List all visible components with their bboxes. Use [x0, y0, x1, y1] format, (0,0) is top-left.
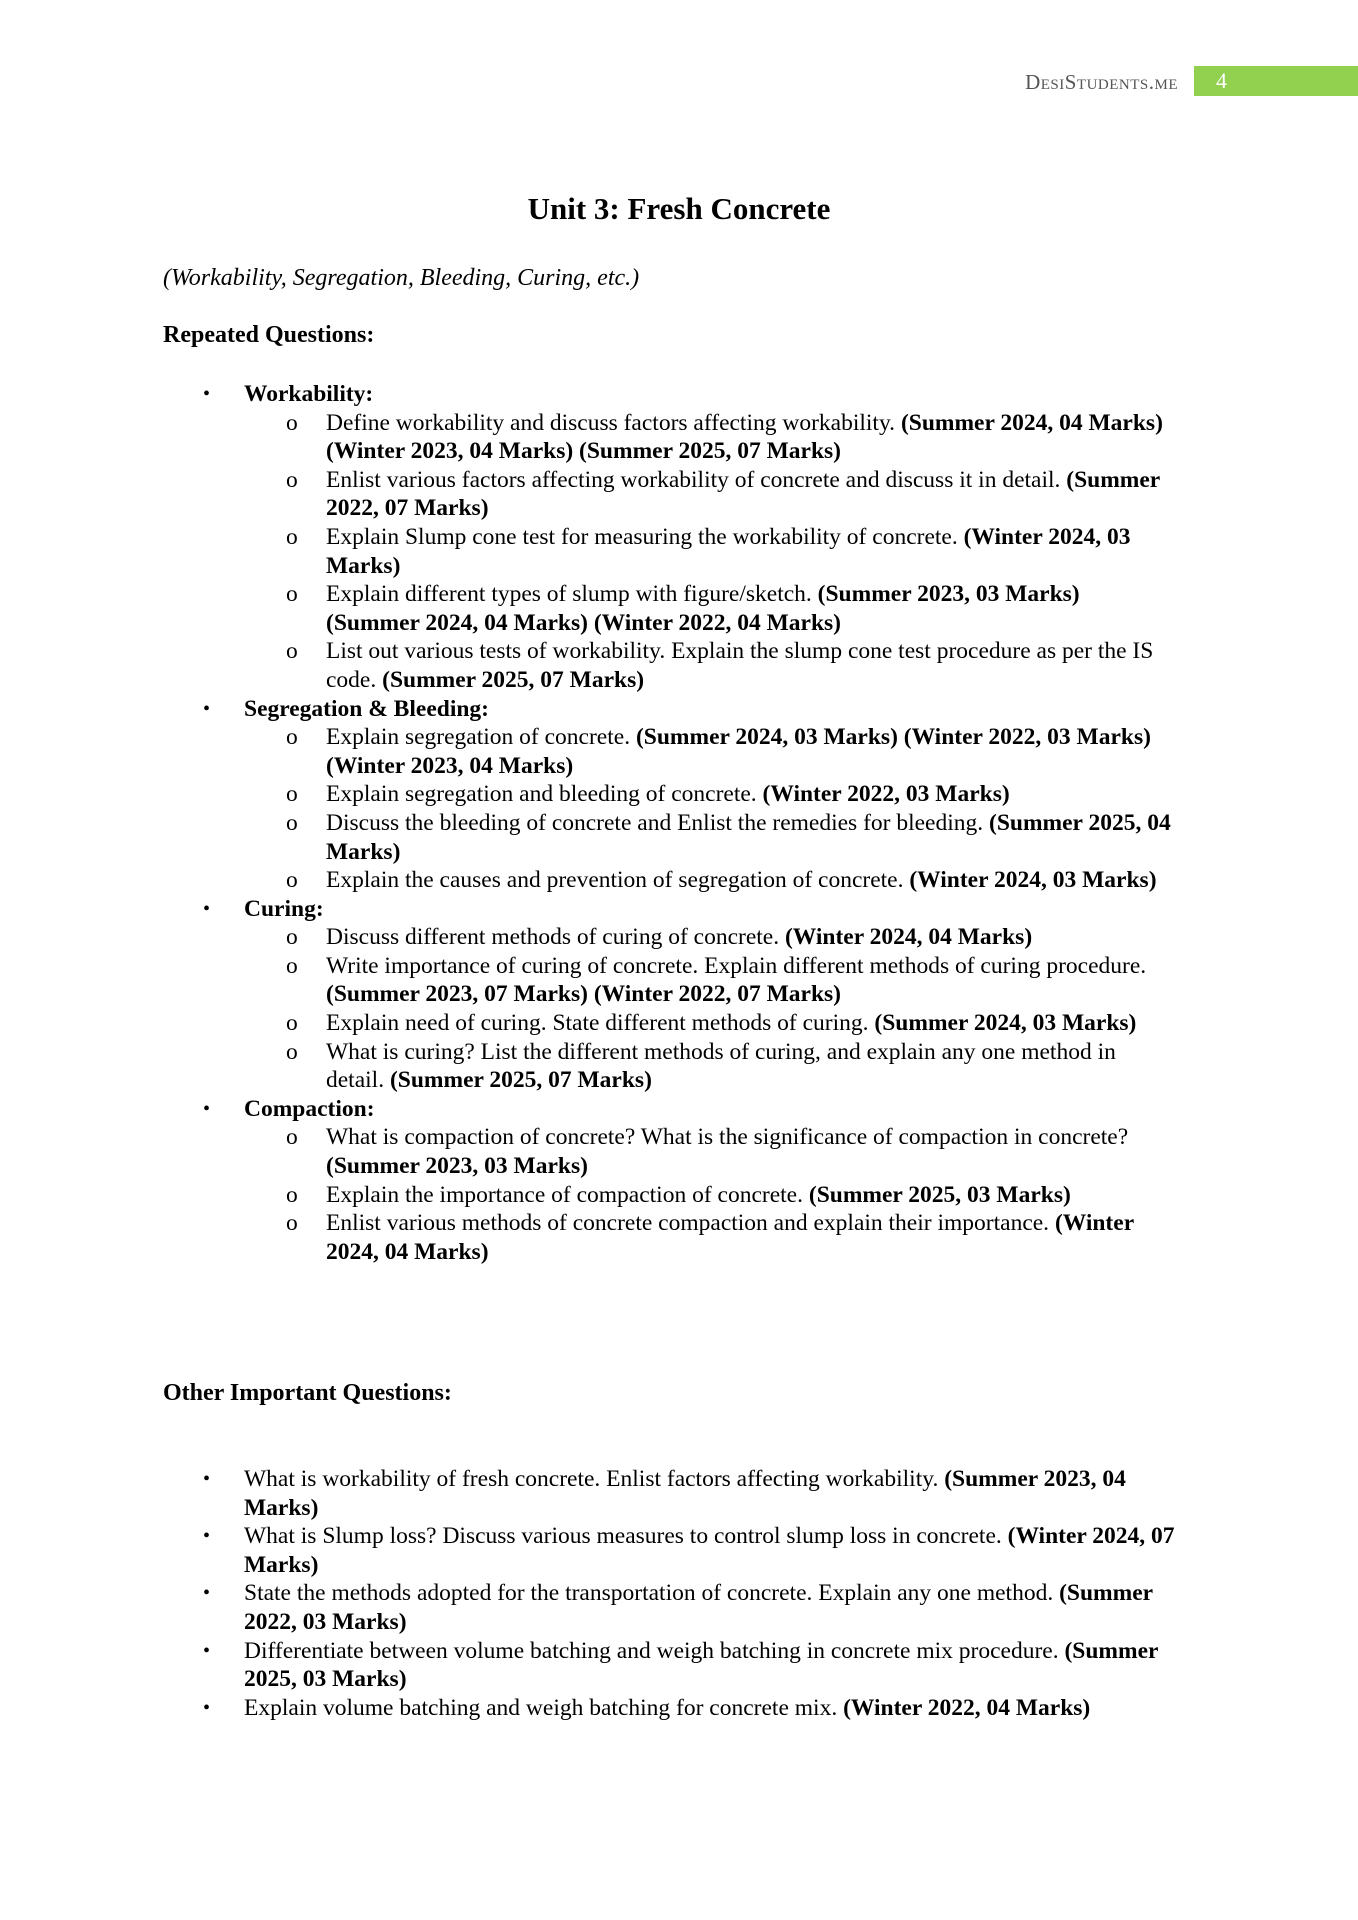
category-title: Segregation & Bleeding: [244, 695, 489, 722]
circle-bullet-icon: o [286, 781, 298, 808]
circle-bullet-icon: o [286, 724, 298, 751]
repeated-questions-list [163, 380, 1213, 1266]
question-text: What is curing? List the different methods of curing, and explain any one method in detail. [326, 1038, 1116, 1094]
circle-bullet-icon: o [286, 1038, 298, 1065]
question-text: What is workability of fresh concrete. Enlist factors affecting workability. [244, 1466, 945, 1492]
question-item [163, 1209, 1213, 1266]
question-text: Differentiate between volume batching and weigh batching in concrete mix procedure. [244, 1637, 1065, 1664]
question-item [163, 523, 1213, 580]
question-item [163, 923, 1213, 952]
circle-bullet-icon: o [286, 1010, 298, 1037]
question-item [163, 580, 1213, 637]
question-reference: (Summer 2022, 07 Marks) [326, 466, 1160, 522]
bullet-icon: • [203, 1097, 211, 1120]
bullet-icon: • [203, 1525, 211, 1548]
question-reference: (Summer 2025, 03 Marks) [808, 1181, 1071, 1208]
circle-bullet-icon: o [286, 867, 298, 894]
question-text: Write importance of curing of concrete. Explain different methods of curing procedure. [326, 952, 1147, 979]
question-item [163, 780, 1213, 809]
question-reference: (Winter 2024, 03 Marks) [909, 867, 1157, 894]
question-text: State the methods adopted for the transportation of concrete. Explain any one method. [244, 1580, 1060, 1607]
question-item [163, 637, 1213, 694]
question-reference: (Summer 2023, 03 Marks) (Summer 2024, 04 Marks) (Winter 2022, 04 Marks) [326, 581, 1080, 636]
question-reference: (Winter 2022, 04 Marks) [843, 1694, 1091, 1721]
circle-bullet-icon: o [286, 523, 298, 550]
other-questions-heading: Other Important Questions: [163, 1380, 452, 1406]
question-reference: (Winter 2024, 04 Marks) [326, 1210, 1134, 1265]
question-text: Explain segregation of concrete. [326, 724, 636, 751]
question-reference: (Summer 2023, 03 Marks) [326, 1153, 588, 1180]
question-item [163, 1123, 1213, 1180]
circle-bullet-icon: o [286, 1124, 298, 1151]
question-text: Discuss the bleeding of concrete and Enlist the remedies for bleeding. [326, 809, 990, 836]
circle-bullet-icon: o [286, 1181, 298, 1208]
category-item [163, 695, 1213, 724]
circle-bullet-icon: o [286, 581, 298, 608]
site-name: DesiStudents.me [1025, 70, 1178, 94]
question-reference: (Winter 2024, 03 Marks) [326, 523, 1131, 579]
question-reference: (Winter 2024, 04 Marks) [784, 924, 1033, 951]
question-reference: (Summer 2024, 03 Marks) (Winter 2022, 03 Marks) (Winter 2023, 04 Marks) [326, 724, 1151, 779]
question-text: List out various tests of workability. Explain the slump cone test procedure as per the IS code. [326, 638, 1154, 693]
other-questions-list [163, 1465, 1213, 1722]
question-reference: (Summer 2024, 04 Marks) (Winter 2023, 04 Marks) (Summer 2025, 07 Marks) [326, 409, 1163, 465]
question-item [163, 952, 1213, 1009]
bullet-icon: • [203, 697, 211, 720]
question-text: Enlist various factors affecting workability of concrete and discuss it in detail. [326, 466, 1067, 493]
question-text: Discuss different methods of curing of concrete. [326, 924, 785, 951]
bullet-icon: • [203, 1468, 211, 1490]
question-text: Explain the importance of compaction of concrete. [326, 1181, 809, 1208]
circle-bullet-icon: o [286, 924, 298, 951]
category-title: Compaction: [244, 1095, 375, 1122]
question-reference: (Summer 2023, 07 Marks) (Winter 2022, 07 Marks) [326, 981, 841, 1008]
question-text: Explain volume batching and weigh batching for concrete mix. [244, 1694, 844, 1721]
bullet-icon: • [203, 897, 211, 920]
question-item [163, 1694, 1213, 1723]
circle-bullet-icon: o [286, 638, 298, 665]
question-item [163, 1522, 1213, 1579]
question-item [163, 1465, 1213, 1522]
question-item [163, 866, 1213, 895]
question-item [163, 466, 1213, 523]
question-text: What is Slump loss? Discuss various measures to control slump loss in concrete. [244, 1523, 1008, 1550]
circle-bullet-icon: o [286, 809, 298, 836]
question-item [163, 1038, 1213, 1095]
question-reference: (Summer 2023, 04 Marks) [244, 1466, 1126, 1521]
question-item [163, 1009, 1213, 1038]
question-text: Define workability and discuss factors affecting workability. [326, 409, 901, 436]
question-reference: (Summer 2024, 03 Marks) [874, 1010, 1137, 1037]
page-header [1025, 66, 1358, 96]
category-item [163, 1095, 1213, 1124]
question-reference: (Summer 2025, 07 Marks) [389, 1067, 652, 1094]
unit-subtitle: (Workability, Segregation, Bleeding, Curing, etc.) [163, 265, 640, 291]
bullet-icon: • [203, 1696, 211, 1719]
category-item [163, 895, 1213, 924]
page-number: 4 [1194, 66, 1358, 96]
category-item [163, 380, 1213, 409]
category-title: Workability: [244, 381, 374, 407]
question-text: Enlist various methods of concrete compaction and explain their importance. [326, 1210, 1055, 1237]
question-reference: (Summer 2025, 04 Marks) [326, 809, 1171, 865]
bullet-icon: • [203, 383, 211, 405]
bullet-icon: • [203, 1639, 211, 1662]
question-reference: (Winter 2022, 03 Marks) [762, 781, 1010, 808]
question-text: Explain the causes and prevention of segregation of concrete. [326, 867, 910, 894]
repeated-questions-heading: Repeated Questions: [163, 322, 375, 348]
circle-bullet-icon: o [286, 1210, 298, 1237]
circle-bullet-icon: o [286, 409, 298, 436]
circle-bullet-icon: o [286, 466, 298, 493]
question-item [163, 723, 1213, 780]
circle-bullet-icon: o [286, 952, 298, 979]
question-item [163, 1637, 1213, 1694]
category-title: Curing: [244, 895, 324, 922]
question-text: Explain Slump cone test for measuring the workability of concrete. [326, 523, 964, 550]
question-reference: (Summer 2022, 03 Marks) [244, 1580, 1153, 1635]
question-item [163, 1579, 1213, 1636]
question-text: Explain need of curing. State different methods of curing. [326, 1010, 875, 1037]
question-reference: (Summer 2025, 03 Marks) [244, 1637, 1159, 1693]
question-text: What is compaction of concrete? What is the significance of compaction in concrete? [326, 1124, 1129, 1151]
page-title: Unit 3: Fresh Concrete [527, 191, 831, 226]
question-item [163, 809, 1213, 866]
question-item [163, 409, 1213, 466]
question-text: Explain segregation and bleeding of concrete. [326, 781, 763, 808]
bullet-icon: • [203, 1582, 211, 1605]
question-reference: (Winter 2024, 07 Marks) [244, 1523, 1175, 1578]
question-reference: (Summer 2025, 07 Marks) [382, 666, 645, 693]
question-item [163, 1181, 1213, 1210]
question-text: Explain different types of slump with figure/sketch. [326, 581, 818, 608]
